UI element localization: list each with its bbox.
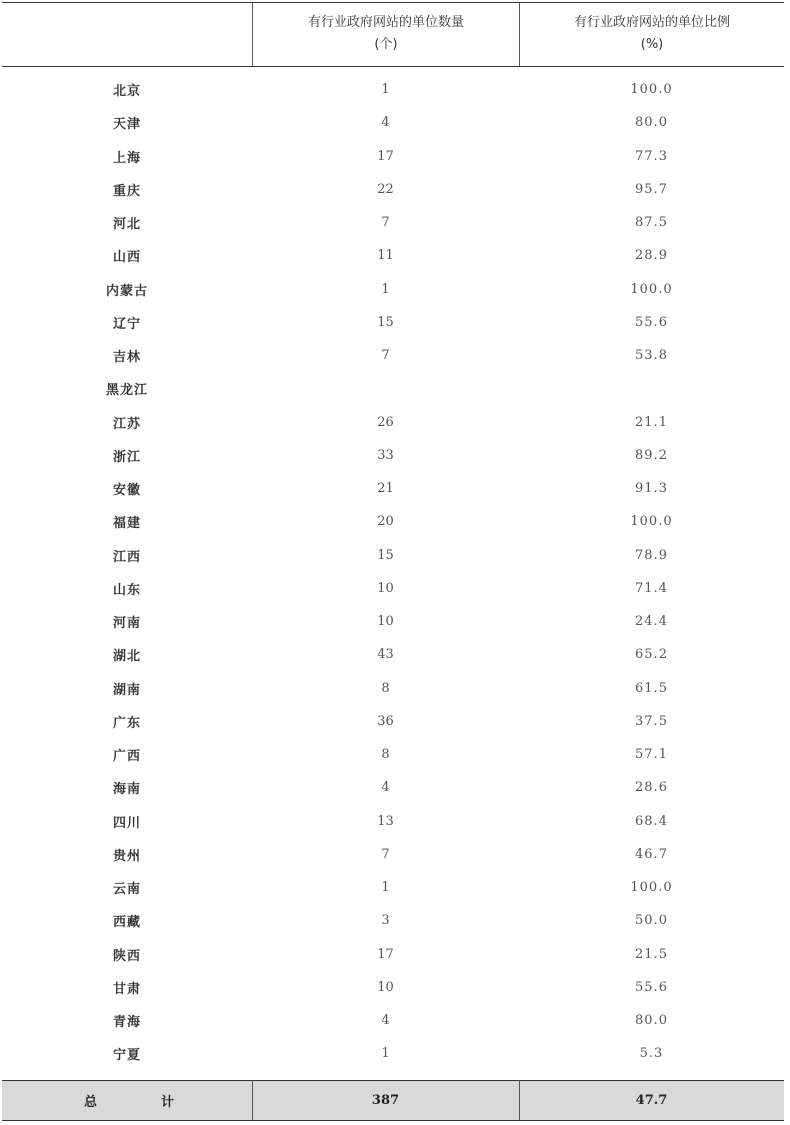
province-name: 重庆: [112, 183, 141, 199]
unit-ratio: 100.0: [630, 281, 673, 297]
province-name: 北京: [112, 84, 141, 100]
province-name: 福建: [112, 516, 141, 532]
province-name: 河北: [112, 217, 141, 233]
unit-count: 13: [377, 813, 394, 829]
table-row: [2, 539, 784, 572]
unit-ratio: 55.6: [635, 979, 668, 995]
table-row: [2, 372, 784, 405]
unit-ratio: 80.0: [635, 115, 668, 131]
unit-count: 4: [381, 115, 390, 131]
unit-ratio: 65.2: [635, 647, 668, 663]
unit-ratio: 91.3: [635, 481, 668, 497]
table-row: [2, 738, 784, 771]
unit-count: 10: [377, 614, 394, 630]
unit-count: 15: [377, 314, 394, 330]
unit-ratio: 78.9: [635, 547, 668, 563]
unit-ratio: 95.7: [635, 181, 668, 197]
total-row: [2, 1081, 784, 1120]
table-row: [2, 173, 784, 206]
province-name: 广东: [112, 715, 141, 731]
table-row: [2, 572, 784, 605]
province-name: 甘肃: [112, 981, 141, 997]
unit-count: 36: [377, 713, 394, 729]
header-bottom-rule: [2, 66, 784, 67]
table-row: [2, 106, 784, 139]
table-row: [2, 206, 784, 239]
table-row: [2, 705, 784, 738]
table-row: [2, 605, 784, 638]
unit-count: 8: [381, 747, 390, 763]
header-ratio: [520, 2, 784, 66]
header-count-unit: (个): [374, 37, 398, 52]
table-row: [2, 938, 784, 971]
table-row: [2, 1004, 784, 1037]
unit-ratio: 100.0: [630, 82, 673, 98]
unit-count: 10: [377, 580, 394, 596]
total-divider-2: [519, 1080, 520, 1120]
province-name: 山东: [112, 582, 141, 598]
unit-count: 8: [381, 680, 390, 696]
unit-ratio: 100.0: [630, 514, 673, 530]
unit-count: 1: [381, 1046, 390, 1062]
total-label-left: 总: [84, 1095, 98, 1110]
total-count: 387: [371, 1093, 400, 1108]
unit-count: 1: [381, 281, 390, 297]
province-name: 青海: [112, 1015, 141, 1031]
unit-ratio: 55.6: [635, 314, 668, 330]
table-row: [2, 805, 784, 838]
unit-count: 17: [377, 946, 394, 962]
unit-count: 10: [377, 979, 394, 995]
unit-count: 20: [377, 514, 394, 530]
unit-count: 1: [381, 82, 390, 98]
header-ratio-title: 有行业政府网站的单位比例: [573, 15, 730, 30]
unit-ratio: 100.0: [630, 880, 673, 896]
unit-ratio: 28.9: [635, 248, 668, 264]
table-row: [2, 771, 784, 804]
unit-ratio: 24.4: [635, 614, 668, 630]
unit-ratio: 89.2: [635, 447, 668, 463]
province-name: 内蒙古: [105, 283, 148, 299]
province-name: 广西: [112, 749, 141, 765]
table-row: [2, 971, 784, 1004]
province-name: 湖南: [112, 682, 141, 698]
table-row: [2, 439, 784, 472]
province-name: 山西: [112, 250, 141, 266]
unit-ratio: 37.5: [635, 713, 668, 729]
unit-count: 3: [381, 913, 390, 929]
province-name: 云南: [112, 882, 141, 898]
unit-ratio: 77.3: [635, 148, 668, 164]
table-row: [2, 73, 784, 106]
unit-ratio: 5.3: [639, 1046, 664, 1062]
unit-ratio: 71.4: [635, 580, 668, 596]
unit-count: 7: [381, 846, 390, 862]
province-name: 天津: [112, 117, 141, 133]
table-row: [2, 339, 784, 372]
table-row: [2, 472, 784, 505]
total-label: [2, 1091, 252, 1110]
header-count-title: 有行业政府网站的单位数量: [307, 15, 464, 30]
table-row: [2, 1037, 784, 1070]
table-bottom-rule: [2, 1120, 784, 1121]
province-name: 宁夏: [112, 1048, 141, 1064]
unit-count: 21: [377, 481, 394, 497]
province-name: 黑龙江: [105, 383, 148, 399]
unit-ratio: 50.0: [635, 913, 668, 929]
header-ratio-unit: (%): [640, 37, 664, 52]
table-row: [2, 306, 784, 339]
province-name: 西藏: [112, 915, 141, 931]
province-name: 安徽: [112, 483, 141, 499]
table-row: [2, 672, 784, 705]
unit-count: 22: [377, 181, 394, 197]
province-name: 四川: [112, 815, 141, 831]
unit-count: 4: [381, 1013, 390, 1029]
unit-count: 7: [381, 215, 390, 231]
province-name: 陕西: [112, 948, 141, 964]
province-name: 吉林: [112, 350, 141, 366]
unit-ratio: 68.4: [635, 813, 668, 829]
province-name: 辽宁: [112, 316, 141, 332]
unit-count: 17: [377, 148, 394, 164]
table-body: [2, 73, 784, 1104]
province-name: 贵州: [112, 848, 141, 864]
total-divider-1: [252, 1080, 253, 1120]
unit-ratio: 53.8: [635, 348, 668, 364]
unit-count: 43: [377, 647, 394, 663]
table-row: [2, 406, 784, 439]
unit-ratio: 21.5: [635, 946, 668, 962]
province-name: 江西: [112, 549, 141, 565]
unit-count: 4: [381, 780, 390, 796]
unit-ratio: 57.1: [635, 747, 668, 763]
table-row: [2, 273, 784, 306]
province-name: 江苏: [112, 416, 141, 432]
unit-count: 26: [377, 414, 394, 430]
unit-count: 15: [377, 547, 394, 563]
table-row: [2, 505, 784, 538]
province-name: 河南: [112, 616, 141, 632]
table-row: [2, 871, 784, 904]
unit-count: 33: [377, 447, 394, 463]
unit-ratio: 46.7: [635, 846, 668, 862]
unit-ratio: 28.6: [635, 780, 668, 796]
header-count: [253, 2, 519, 66]
province-name: 海南: [112, 782, 141, 798]
province-name: 浙江: [112, 449, 141, 465]
unit-count: 11: [377, 248, 394, 264]
table-row: [2, 140, 784, 173]
unit-ratio: 61.5: [635, 680, 668, 696]
unit-ratio: 87.5: [635, 215, 668, 231]
total-label-right: 计: [160, 1095, 174, 1110]
unit-count: 7: [381, 348, 390, 364]
table-row: [2, 239, 784, 272]
province-name: 湖北: [112, 649, 141, 665]
table-row: [2, 638, 784, 671]
unit-count: 1: [381, 880, 390, 896]
unit-ratio: 80.0: [635, 1013, 668, 1029]
province-table: [2, 2, 784, 1121]
province-name: 上海: [112, 150, 141, 166]
table-row: [2, 904, 784, 937]
table-row: [2, 838, 784, 871]
unit-ratio: 21.1: [635, 414, 668, 430]
total-ratio: 47.7: [635, 1093, 668, 1108]
